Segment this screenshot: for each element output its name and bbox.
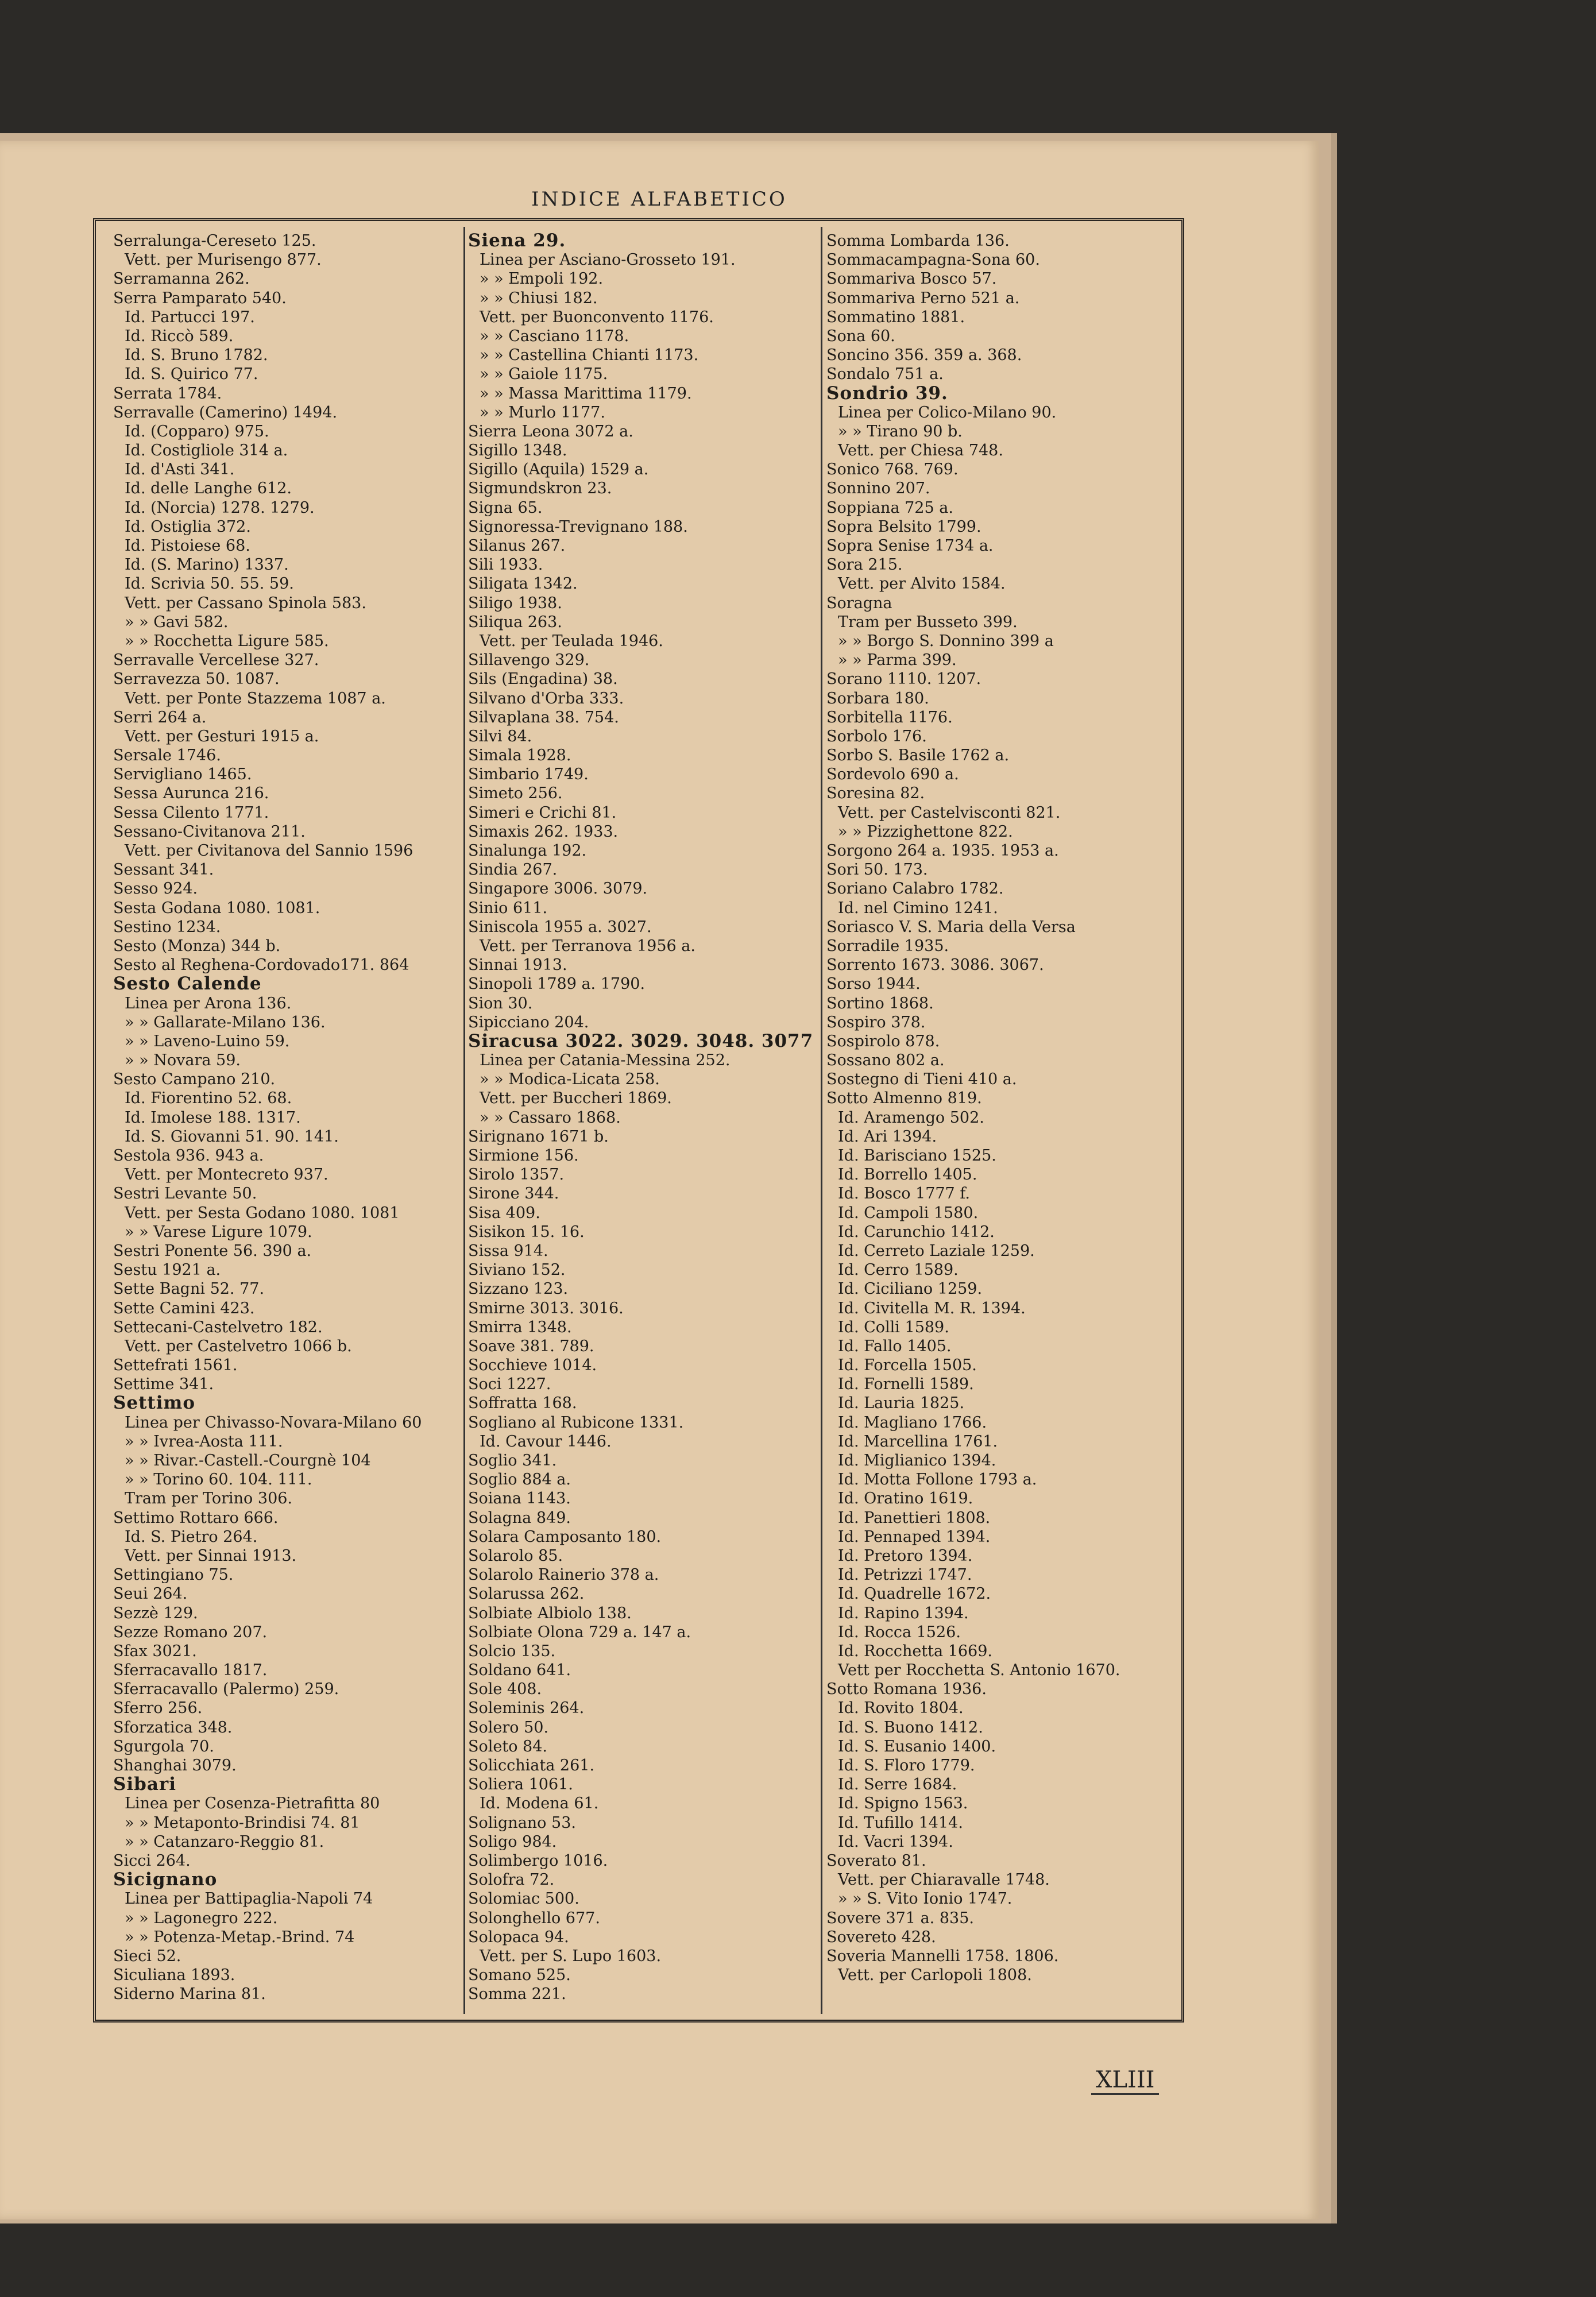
index-entry: Id. S. Eusanio 1400.: [838, 1737, 996, 1755]
index-entry: Sindia 267.: [468, 861, 558, 879]
index-entry: Solara Camposanto 180.: [468, 1528, 662, 1546]
index-entry: » » Gallarate-Milano 136.: [125, 1013, 326, 1031]
index-entry: » » Chiusi 182.: [480, 289, 598, 307]
index-entry: Id. Barisciano 1525.: [838, 1147, 996, 1165]
index-entry: Siena 29.: [468, 230, 566, 251]
index-entry: Id. Magliano 1766.: [838, 1413, 987, 1432]
index-entry: Sesto Campano 210.: [113, 1070, 276, 1089]
index-entry: Sona 60.: [826, 327, 895, 345]
index-entry: Soragna: [826, 594, 892, 612]
index-entry: Soglio 884 a.: [468, 1471, 571, 1489]
index-entry: Sette Camini 423.: [113, 1299, 255, 1317]
index-entry: » » Catanzaro-Reggio 81.: [125, 1832, 324, 1851]
index-entry: Id. Carunchio 1412.: [838, 1223, 995, 1241]
index-entry: Id. S. Pietro 264.: [125, 1528, 258, 1546]
index-entry: Siligata 1342.: [468, 575, 578, 593]
index-entry: Sersale 1746.: [113, 747, 221, 765]
index-entry: Sospirolo 878.: [826, 1032, 940, 1050]
index-entry: Solofra 72.: [468, 1871, 555, 1889]
index-entry: Sibari: [113, 1774, 177, 1795]
index-entry: Soliera 1061.: [468, 1776, 573, 1794]
index-entry: Sonnino 207.: [826, 479, 930, 498]
index-entry: » » Gaiole 1175.: [480, 365, 608, 384]
index-entry: Soligo 984.: [468, 1832, 557, 1851]
index-entry: Tram per Torino 306.: [125, 1490, 293, 1508]
index-entry: Soriano Calabro 1782.: [826, 880, 1004, 898]
index-entry: Sinio 611.: [468, 899, 548, 917]
index-entry: Sorbo S. Basile 1762 a.: [826, 747, 1010, 765]
index-entry: Sesto (Monza) 344 b.: [113, 937, 281, 955]
index-entry: Simala 1928.: [468, 747, 571, 765]
index-entry: Settefrati 1561.: [113, 1356, 238, 1375]
index-entry: Linea per Catania-Messina 252.: [480, 1051, 731, 1070]
index-entry: Id. Campoli 1580.: [838, 1204, 979, 1222]
index-entry: Vett. per Carlopoli 1808.: [838, 1966, 1032, 1985]
book-page: [0, 141, 1319, 2219]
index-entry: Solarolo 85.: [468, 1546, 563, 1565]
index-entry: Soiana 1143.: [468, 1490, 571, 1508]
index-entry: Sorbolo 176.: [826, 727, 927, 745]
index-entry: Simeri e Crichi 81.: [468, 803, 617, 822]
page-number: XLIII: [1091, 2067, 1159, 2095]
index-entry: Sestola 936. 943 a.: [113, 1147, 264, 1165]
index-entry: Vett. per Terranova 1956 a.: [480, 937, 695, 955]
index-entry: » » S. Vito Ionio 1747.: [838, 1890, 1013, 1908]
index-entry: » » Murlo 1177.: [480, 403, 605, 421]
index-entry: Id. (Copparo) 975.: [125, 422, 269, 440]
index-column-3: [826, 231, 1184, 1985]
index-entry: Solarussa 262.: [468, 1585, 585, 1603]
index-entry: » » Ivrea-Aosta 111.: [125, 1432, 283, 1451]
index-entry: Id. Aramengo 502.: [838, 1108, 984, 1127]
index-entry: Siracusa 3022. 3029. 3048. 3077: [468, 1030, 814, 1051]
index-entry: Sorrento 1673. 3086. 3067.: [826, 956, 1044, 975]
index-entry: Solicchiata 261.: [468, 1757, 595, 1774]
index-entry: Sospiro 378.: [826, 1013, 926, 1031]
index-entry: Vett. per Murisengo 877.: [125, 251, 322, 269]
index-entry: Sestri Levante 50.: [113, 1185, 257, 1203]
index-entry: Soverato 81.: [826, 1851, 926, 1870]
index-entry: Id. Fiorentino 52. 68.: [125, 1089, 292, 1108]
index-entry: Silvano d'Orba 333.: [468, 689, 624, 707]
index-entry: Vett. per Castelvetro 1066 b.: [125, 1337, 352, 1355]
index-entry: Linea per Chivasso-Novara-Milano 60: [125, 1413, 422, 1432]
index-entry: Sgurgola 70.: [113, 1737, 214, 1755]
index-entry: Somma Lombarda 136.: [826, 232, 1010, 250]
index-entry: Sotto Almenno 819.: [826, 1089, 982, 1108]
index-entry: Simeto 256.: [468, 784, 563, 803]
index-entry: » » Gavi 582.: [125, 613, 229, 631]
index-entry: Sinnai 1913.: [468, 956, 567, 975]
index-entry: » » Varese Ligure 1079.: [125, 1223, 312, 1241]
index-entry: Id. S. Quirico 77.: [125, 365, 258, 384]
index-entry: Sigillo 1348.: [468, 442, 567, 460]
index-entry: Sorbitella 1176.: [826, 708, 953, 726]
index-entry: Id. Ciciliano 1259.: [838, 1280, 983, 1298]
index-entry: Seui 264.: [113, 1585, 188, 1603]
index-entry: Id. Cerreto Laziale 1259.: [838, 1242, 1035, 1260]
index-entry: Sesto Calende: [113, 973, 262, 995]
index-entry: Sferracavallo (Palermo) 259.: [113, 1680, 339, 1699]
index-entry: Siliqua 263.: [468, 613, 562, 631]
index-entry: Vett. per S. Lupo 1603.: [480, 1947, 662, 1965]
index-entry: Tram per Busseto 399.: [838, 613, 1018, 631]
index-entry: Sizzano 123.: [468, 1280, 569, 1298]
index-entry: Sommacampagna-Sona 60.: [826, 251, 1040, 269]
index-entry: Solero 50.: [468, 1718, 549, 1737]
index-entry: Id. Imolese 188. 1317.: [125, 1108, 301, 1127]
index-entry: Solonghello 677.: [468, 1909, 600, 1927]
index-entry: Solimbergo 1016.: [468, 1851, 608, 1870]
index-entry: Id. Motta Follone 1793 a.: [838, 1471, 1037, 1489]
index-entry: » » Rivar.-Castell.-Courgnè 104: [125, 1452, 371, 1470]
index-entry: Sommatino 1881.: [826, 308, 965, 326]
index-entry: Silvi 84.: [468, 727, 532, 745]
index-entry: Id. Scrivia 50. 55. 59.: [125, 575, 294, 593]
index-entry: Solbiate Olona 729 a. 147 a.: [468, 1623, 691, 1641]
index-entry: Sicignano: [113, 1869, 218, 1890]
index-entry: Sette Bagni 52. 77.: [113, 1280, 265, 1298]
index-entry: Settimo: [113, 1393, 196, 1414]
index-entry: Sferro 256.: [113, 1699, 203, 1718]
index-entry: Sori 50. 173.: [826, 861, 928, 879]
index-entry: Siniscola 1955 a. 3027.: [468, 918, 652, 936]
index-entry: Sigillo (Aquila) 1529 a.: [468, 461, 649, 479]
index-entry: Shanghai 3079.: [113, 1757, 237, 1774]
index-entry: Sonico 768. 769.: [826, 461, 959, 479]
index-entry: Sforzatica 348.: [113, 1718, 233, 1737]
index-entry: Sondrio 39.: [826, 382, 948, 404]
index-entry: Id. Borrello 1405.: [838, 1166, 977, 1184]
index-entry: Id. delle Langhe 612.: [125, 479, 292, 498]
index-entry: Id. S. Buono 1412.: [838, 1718, 983, 1737]
index-entry: Id. Ari 1394.: [838, 1127, 937, 1146]
index-entry: Soriasco V. S. Maria della Versa: [826, 918, 1076, 936]
index-entry: Sommariva Bosco 57.: [826, 270, 997, 288]
index-entry: Soglio 341.: [468, 1452, 557, 1470]
index-entry: Somma 221.: [468, 1985, 566, 2004]
index-entry: Vett. per Teulada 1946.: [480, 632, 663, 650]
index-entry: Smirne 3013. 3016.: [468, 1299, 624, 1317]
index-entry: Sferracavallo 1817.: [113, 1661, 268, 1680]
index-entry: » » Torino 60. 104. 111.: [125, 1471, 312, 1489]
index-entry: » » Casciano 1178.: [480, 327, 629, 345]
index-entry: » » Laveno-Luino 59.: [125, 1032, 290, 1050]
index-entry: Serramanna 262.: [113, 270, 250, 288]
index-entry: Sordevolo 690 a.: [826, 765, 959, 784]
index-entry: Id. Riccò 589.: [125, 327, 234, 345]
index-entry: Id. Marcellina 1761.: [838, 1432, 998, 1451]
index-entry: Sossano 802 a.: [826, 1051, 945, 1070]
index-entry: Sesta Godana 1080. 1081.: [113, 899, 320, 917]
index-entry: Siculiana 1893.: [113, 1966, 235, 1985]
index-entry: Id. Rocca 1526.: [838, 1623, 961, 1641]
index-entry: Id. Bosco 1777 f.: [838, 1185, 970, 1203]
index-entry: Vett. per Buonconvento 1176.: [480, 308, 714, 326]
index-entry: Id. Fornelli 1589.: [838, 1375, 974, 1394]
index-entry: » » Parma 399.: [838, 651, 957, 670]
index-entry: Sion 30.: [468, 994, 533, 1012]
index-entry: Id. Forcella 1505.: [838, 1356, 977, 1375]
index-entry: Sicci 264.: [113, 1851, 191, 1870]
index-entry: Id. Modena 61.: [480, 1795, 599, 1813]
index-entry: Id. Miglianico 1394.: [838, 1452, 996, 1470]
index-entry: Id. Cerro 1589.: [838, 1261, 959, 1279]
index-entry: » » Pizzighettone 822.: [838, 822, 1013, 841]
index-entry: Soffratta 168.: [468, 1394, 577, 1413]
index-entry: Soveria Mannelli 1758. 1806.: [826, 1947, 1059, 1965]
index-entry: » » Tirano 90 b.: [838, 422, 963, 440]
index-entry: Id. Oratino 1619.: [838, 1490, 973, 1508]
index-entry: Settime 341.: [113, 1375, 214, 1394]
index-entry: » » Castellina Chianti 1173.: [480, 346, 699, 365]
index-entry: Sissa 914.: [468, 1242, 548, 1260]
index-entry: Id. Rapino 1394.: [838, 1604, 969, 1622]
index-entry: Id. Serre 1684.: [838, 1776, 957, 1794]
index-entry: Sirignano 1671 b.: [468, 1127, 609, 1146]
index-entry: Id. Civitella M. R. 1394.: [838, 1299, 1026, 1317]
index-entry: Sessa Cilento 1771.: [113, 803, 269, 822]
index-entry: Sessa Aurunca 216.: [113, 784, 269, 803]
index-entry: Id. Colli 1589.: [838, 1318, 949, 1336]
index-entry: Siviano 152.: [468, 1261, 566, 1279]
index-entry: Sopra Senise 1734 a.: [826, 537, 994, 555]
index-entry: Sisikon 15. 16.: [468, 1223, 585, 1241]
page-header: INDICE ALFABETICO: [531, 188, 787, 211]
index-entry: Soave 381. 789.: [468, 1337, 594, 1355]
index-entry: » » Novara 59.: [125, 1051, 241, 1070]
index-entry: Siligo 1938.: [468, 594, 562, 612]
index-entry: Serri 264 a.: [113, 708, 207, 726]
index-entry: Solagna 849.: [468, 1509, 571, 1527]
index-entry: Solopaca 94.: [468, 1928, 569, 1946]
index-entry: Vett. per Gesturi 1915 a.: [125, 727, 319, 745]
index-entry: Vett. per Castelvisconti 821.: [838, 803, 1061, 822]
index-entry: Id. (Norcia) 1278. 1279.: [125, 498, 315, 517]
index-entry: Id. d'Asti 341.: [125, 461, 235, 479]
index-entry: Id. Pretoro 1394.: [838, 1546, 973, 1565]
index-entry: Sils (Engadina) 38.: [468, 670, 618, 689]
index-entry: » » Borgo S. Donnino 399 a: [838, 632, 1054, 650]
index-entry: Id. S. Floro 1779.: [838, 1757, 975, 1774]
index-entry: Id. Spigno 1563.: [838, 1795, 968, 1813]
index-entry: Vett. per Chiesa 748.: [838, 442, 1003, 460]
index-entry: Sogliano al Rubicone 1331.: [468, 1413, 684, 1432]
index-entry: » » Rocchetta Ligure 585.: [125, 632, 329, 650]
index-entry: Soci 1227.: [468, 1375, 551, 1394]
index-entry: Sovere 371 a. 835.: [826, 1909, 974, 1927]
index-entry: Sora 215.: [826, 556, 903, 574]
index-entry: » » Empoli 192.: [480, 270, 604, 288]
index-entry: Sestri Ponente 56. 390 a.: [113, 1242, 312, 1260]
index-entry: Sipicciano 204.: [468, 1013, 589, 1031]
index-entry: Serralunga-Cereseto 125.: [113, 232, 316, 250]
index-entry: Somano 525.: [468, 1966, 571, 1985]
index-entry: Soleto 84.: [468, 1737, 547, 1755]
index-entry: Sierra Leona 3072 a.: [468, 422, 633, 440]
index-entry: Id. Lauria 1825.: [838, 1394, 965, 1413]
index-entry: Servigliano 1465.: [113, 765, 252, 784]
index-entry: Silvaplana 38. 754.: [468, 708, 619, 726]
index-entry: Id. S. Bruno 1782.: [125, 346, 268, 365]
index-entry: Id. Fallo 1405.: [838, 1337, 952, 1355]
index-entry: Linea per Colico-Milano 90.: [838, 403, 1057, 421]
index-entry: Id. S. Giovanni 51. 90. 141.: [125, 1127, 339, 1146]
index-entry: Socchieve 1014.: [468, 1356, 597, 1375]
index-entry: Settecani-Castelvetro 182.: [113, 1318, 323, 1336]
index-entry: Id. Rovito 1804.: [838, 1699, 964, 1718]
index-entry: Vett. per Alvito 1584.: [838, 575, 1006, 593]
index-entry: Id. Rocchetta 1669.: [838, 1642, 992, 1660]
page-edge: [1331, 133, 1337, 2223]
index-entry: Id. Tufillo 1414.: [838, 1813, 963, 1832]
index-entry: Sisa 409.: [468, 1204, 540, 1222]
index-entry: Sesso 924.: [113, 880, 198, 898]
index-entry: Id. (S. Marino) 1337.: [125, 556, 289, 574]
index-entry: Sorbara 180.: [826, 689, 929, 707]
index-entry: Id. nel Cimino 1241.: [838, 899, 998, 917]
index-entry: » » Lagonegro 222.: [125, 1909, 278, 1927]
index-entry: Id. Pennaped 1394.: [838, 1528, 991, 1546]
index-entry: Serra Pamparato 540.: [113, 289, 287, 307]
index-entry: Solbiate Albiolo 138.: [468, 1604, 632, 1622]
index-entry: Soleminis 264.: [468, 1699, 585, 1718]
index-entry: Sinalunga 192.: [468, 842, 587, 860]
index-entry: Siderno Marina 81.: [113, 1985, 266, 2004]
index-entry: Sezzè 129.: [113, 1604, 198, 1622]
index-entry: Id. Quadrelle 1672.: [838, 1585, 991, 1603]
index-entry: Simaxis 262. 1933.: [468, 822, 619, 841]
index-entry: Sirone 344.: [468, 1185, 559, 1203]
index-entry: Serravalle (Camerino) 1494.: [113, 403, 338, 421]
index-entry: Vett. per Ponte Stazzema 1087 a.: [125, 689, 386, 707]
index-entry: Linea per Cosenza-Pietrafitta 80: [125, 1795, 380, 1813]
index-entry: Vett per Rocchetta S. Antonio 1670.: [838, 1661, 1120, 1680]
index-entry: Sillavengo 329.: [468, 651, 590, 670]
index-entry: Id. Petrizzi 1747.: [838, 1566, 972, 1584]
index-entry: Sole 408.: [468, 1680, 542, 1699]
index-entry: Sorgono 264 a. 1935. 1953 a.: [826, 842, 1059, 860]
index-entry: Id. Panettieri 1808.: [838, 1509, 991, 1527]
index-entry: Sortino 1868.: [826, 994, 934, 1012]
index-entry: Sirmione 156.: [468, 1147, 579, 1165]
index-entry: Sostegno di Tieni 410 a.: [826, 1070, 1017, 1089]
index-entry: Singapore 3006. 3079.: [468, 880, 648, 898]
index-entry: Solcio 135.: [468, 1642, 556, 1660]
index-entry: Sili 1933.: [468, 556, 543, 574]
index-entry: Id. Cavour 1446.: [480, 1432, 612, 1451]
index-entry: Smirra 1348.: [468, 1318, 572, 1336]
index-entry: Serrata 1784.: [113, 384, 222, 403]
index-entry: Sezze Romano 207.: [113, 1623, 268, 1641]
index-entry: Signa 65.: [468, 498, 543, 517]
index-entry: Solarolo Rainerio 378 a.: [468, 1566, 659, 1584]
index-entry: Soncino 356. 359 a. 368.: [826, 346, 1022, 365]
index-entry: » » Metaponto-Brindisi 74. 81: [125, 1813, 360, 1832]
index-entry: Sestino 1234.: [113, 918, 221, 936]
index-entry: Linea per Battipaglia-Napoli 74: [125, 1890, 373, 1908]
index-entry: Id. Ostiglia 372.: [125, 517, 251, 536]
index-entry: Vett. per Civitanova del Sannio 1596: [125, 842, 414, 860]
index-entry: Sestu 1921 a.: [113, 1261, 221, 1279]
index-entry: Sinopoli 1789 a. 1790.: [468, 975, 646, 993]
index-entry: Id. Partucci 197.: [125, 308, 255, 326]
index-entry: » » Massa Marittima 1179.: [480, 384, 692, 403]
index-frame: [93, 218, 1184, 2023]
index-entry: Sommariva Perno 521 a.: [826, 289, 1020, 307]
index-entry: Sotto Romana 1936.: [826, 1680, 987, 1699]
index-entry: Vett. per Sinnai 1913.: [125, 1546, 297, 1565]
index-entry: » » Cassaro 1868.: [480, 1108, 621, 1127]
index-entry: Sorradile 1935.: [826, 937, 949, 955]
index-entry: Sorano 1110. 1207.: [826, 670, 981, 689]
index-entry: Vett. per Sesta Godano 1080. 1081: [125, 1204, 400, 1222]
index-entry: Linea per Asciano-Grosseto 191.: [480, 251, 736, 269]
index-entry: Vett. per Buccheri 1869.: [480, 1089, 672, 1108]
index-entry: Sovereto 428.: [826, 1928, 936, 1946]
index-entry: Sessant 341.: [113, 861, 214, 879]
index-entry: Soppiana 725 a.: [826, 498, 953, 517]
index-entry: Settimo Rottaro 666.: [113, 1509, 279, 1527]
index-entry: Soldano 641.: [468, 1661, 571, 1680]
index-entry: » » Modica-Licata 258.: [480, 1070, 660, 1089]
index-entry: Sieci 52.: [113, 1947, 181, 1965]
index-entry: Serravezza 50. 1087.: [113, 670, 280, 689]
index-entry: Sessano-Civitanova 211.: [113, 822, 306, 841]
index-entry: Silanus 267.: [468, 537, 566, 555]
index-entry: Sfax 3021.: [113, 1642, 197, 1660]
index-entry: Sopra Belsito 1799.: [826, 517, 981, 536]
index-entry: Id. Pistoiese 68.: [125, 537, 250, 555]
index-entry: Solomiac 500.: [468, 1890, 579, 1908]
index-entry: Id. Vacri 1394.: [838, 1832, 953, 1851]
index-entry: » » Potenza-Metap.-Brind. 74: [125, 1928, 355, 1946]
index-entry: Sondalo 751 a.: [826, 365, 944, 384]
index-entry: Simbario 1749.: [468, 765, 589, 784]
index-entry: Soresina 82.: [826, 784, 925, 803]
index-entry: Id. Costigliole 314 a.: [125, 442, 288, 460]
index-entry: Sirolo 1357.: [468, 1166, 565, 1184]
index-entry: Sesto al Reghena-Cordovado171. 864: [113, 956, 409, 975]
index-entry: Serravalle Vercellese 327.: [113, 651, 319, 670]
index-entry: Solignano 53.: [468, 1813, 576, 1832]
index-entry: Sorso 1944.: [826, 975, 921, 993]
index-column-1: [113, 231, 470, 2004]
index-entry: Vett. per Chiaravalle 1748.: [838, 1871, 1050, 1889]
index-column-2: [468, 231, 825, 2004]
index-entry: Signoressa-Trevignano 188.: [468, 517, 688, 536]
index-entry: Linea per Arona 136.: [125, 994, 292, 1012]
index-entry: Vett. per Cassano Spinola 583.: [125, 594, 366, 612]
index-entry: Sigmundskron 23.: [468, 479, 612, 498]
index-entry: Vett. per Montecreto 937.: [125, 1166, 329, 1184]
index-entry: Settingiano 75.: [113, 1566, 234, 1584]
